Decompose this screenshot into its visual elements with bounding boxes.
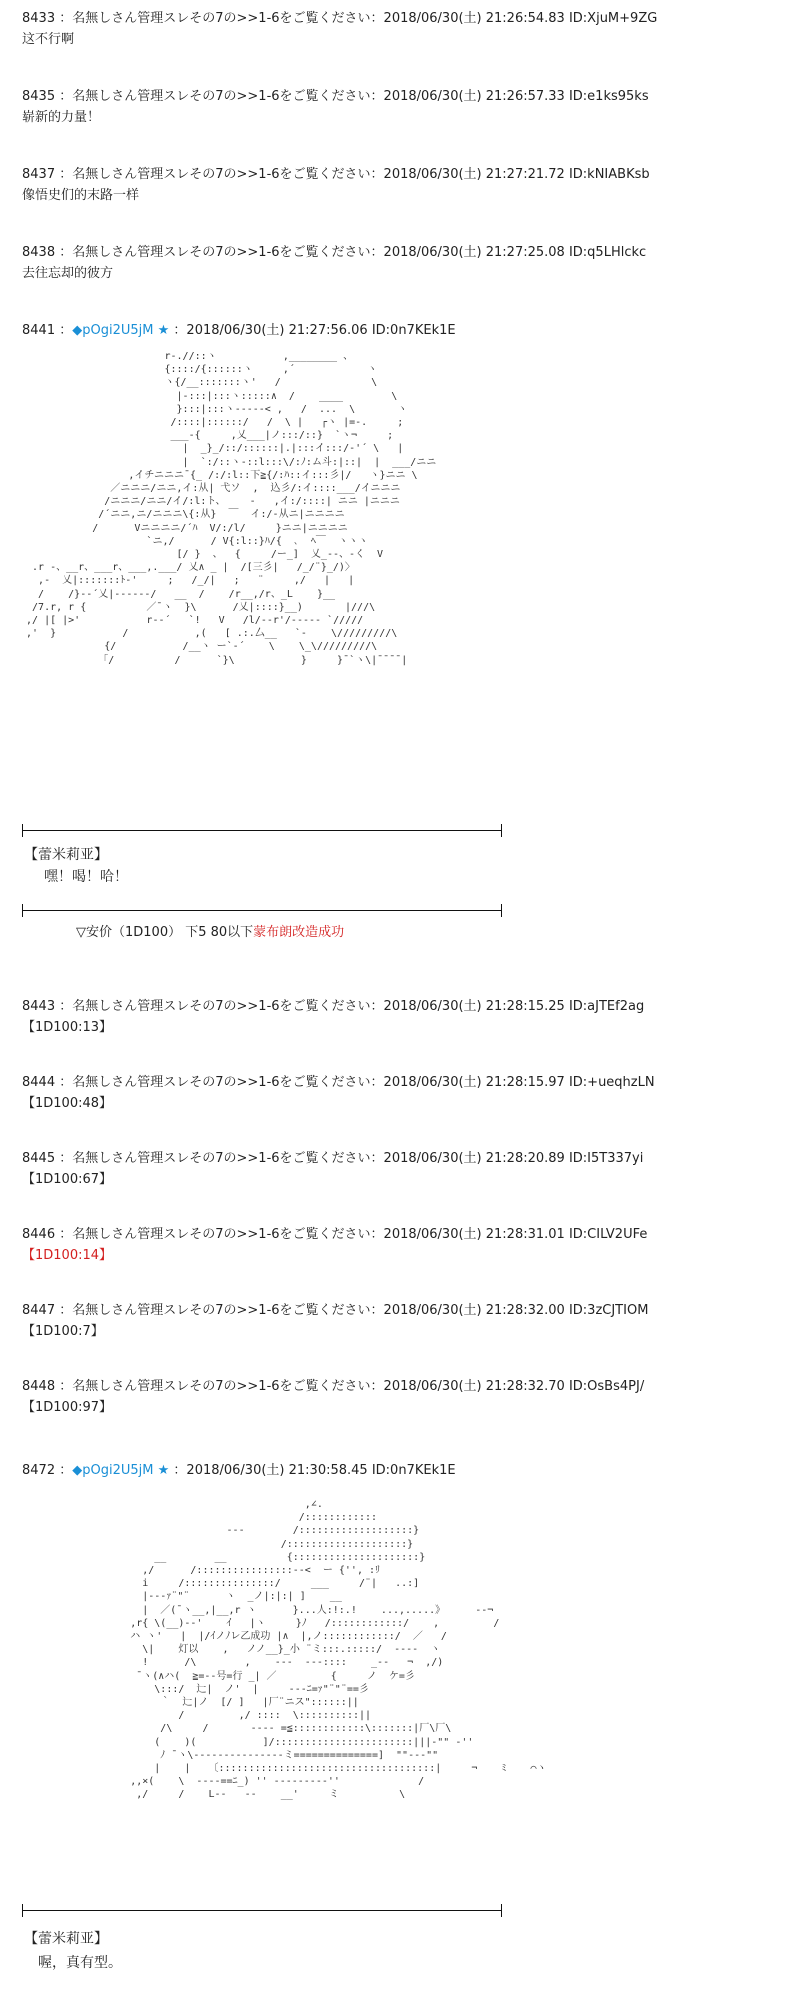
speaker-label: 【蕾米莉亚】 bbox=[24, 847, 108, 863]
post-date: ：2018/06/30(土) 21:30:58.45 bbox=[173, 1463, 368, 1478]
tripcode: pOgi2U5jM bbox=[82, 323, 154, 338]
separator: ： bbox=[59, 89, 73, 104]
post-date: ：2018/06/30(土) 21:27:25.08 bbox=[370, 245, 565, 260]
separator: ： bbox=[59, 167, 73, 182]
post-header bbox=[22, 88, 782, 106]
poster-id[interactable]: ID:e1ks95ks bbox=[568, 89, 649, 104]
post-header bbox=[22, 1226, 782, 1244]
post-header bbox=[22, 10, 782, 28]
post-date: ：2018/06/30(土) 21:26:54.83 bbox=[370, 11, 565, 26]
post-number[interactable]: 8437 bbox=[22, 167, 56, 182]
vote-highlight: 蒙布朗改造成功 bbox=[253, 925, 345, 940]
post-body: 去往忘却的彼方 bbox=[22, 266, 114, 281]
post-8444 bbox=[22, 1074, 782, 1113]
poster-id[interactable]: ID:I5T337yi bbox=[568, 1151, 644, 1166]
poster-name: 名無しさん管理スレその7の>>1-6をご覧ください bbox=[72, 89, 371, 104]
vote-line bbox=[76, 922, 344, 944]
separator: ： bbox=[59, 245, 73, 260]
post-number[interactable]: 8444 bbox=[22, 1075, 56, 1090]
post-date: ：2018/06/30(土) 21:26:57.33 bbox=[370, 89, 565, 104]
poster-name: 名無しさん管理スレその7の>>1-6をご覧ください bbox=[72, 167, 371, 182]
post-8447 bbox=[22, 1302, 782, 1341]
ascii-art-figure: r-.//::ヽ ,________ 、 {::::/{::::::ヽ ,´ ヽ ヽ{/__:::::::ヽ' / \ |-:::|:::ヽ:::::∧ / ____ \ }:::|:::ヽ-----< , / ... \ ヽ /::::|::::::/ / \ | ┌ヽ |=-. ; ___-{ ,乂___|ノ:::/::} `ヽ¬ ; | _}_/::/::::::|.|:::イ:::/-'´ \ | | `:/::ヽ-::l:::\/:ﾉ:ム斗:|::| | ___/ニニ ,イチニニニ¯{_ /:/:l::下≧{/:ﾊ::イ:::彡|/ ヽ}ニニ \ ／ニニニ/ニニ,イ:从| 弋ソ , 込彡/:イ::::___/イニニニ /ニニニ/ニニ/イ/:l:ト、 - ,イ:/::::| ニニ |ニニニ /´ニニ,ニ/ニニニ\{:从} ￣ イ:/-从ニ|ニニニニ / Vニニニニ/´ﾊ V/:/l/ }ニニ|ニニニニ `ニ,/ / V{:l::}ﾊ/{ ､ ﾍ￣ ヽヽヽ [/ } 、 { /ー_] 乂_--、-く V .r -、__r、___r、___,.___/ 乂∧ _ | /[三彡| /_/¨}_/)〉 ,- 乂|:::::::ﾄ-' ; /_/| ; ¨ ,/ | | / /}--´乂|------/ __ / /r__,/r、_L }__ /7.r, r { ／¯ヽ }\ /乂|::::}__) |///\ ,/ |[ |>' r--´ `! V /l/--r'/----- `///// ,' } / ,( [ .:.厶__ `- \/////////\ {/ /__ヽ ー`-´ \ \_\/////////\ 「/ / `}\ } }¯`ヽ\|¯¯¯¯| bbox=[26, 351, 437, 666]
ascii-art-figure: ,∠. /:::::::::::: --- /:::::::::::::::::::} /::::::::::::::::::::} __ __ {:::::::::::::::::::::} ,/ /::::::::::::::::--< ー {'', :ﾘ i /:::::::::::::::/ ___ /¨| ..:] |---ｧ¨"¨ ヽ _ノ|:|:| ] __ | ／(¯ヽ__,|__,r ヽ }...人:!:.! ...,.....》 --¬ ,r{ \(__)--' ｲ |ヽ }ﾉ /::::::::::::/ , / ハ ヽ' | |/ｲノﾉレ乙成功 |∧ |,ノ::::::::::::/ ／ / \| 灯以 , ノノ__}_小 ¨ミ:::.:::::/ ---- ヽ ! /\ , --- ---:::: _-- ¬ ,/) ¯ヽ(∧ハ( ≧=--号=行 _| ／ { ノ ケ=彡 \:::/ 辷| ノ' | ---ﾆ=ｧ"¨"¨==彡 ｀ 辷|ノ [/ ] |厂¨ニス"::::::|| / ,/ :::: \::::::::::|| /\ / ---- =≦::::::::::::\:::::::|厂\厂\ ( )( ]/:::::::::::::::::::::::|||-"" -'' ﾉ ¯ヽ\---------------ミ==============] ""---"" | | 〔::::::::::::::::::::::::::::::::::::| ¬ ﾐ ⌒ヽ ,,×( \ ----==ﾆ_) '' ---------'' / ,/ / L-- -- __' ミ \ bbox=[130, 1499, 547, 1801]
star-icon: ★ bbox=[157, 323, 170, 338]
poster-id[interactable]: ID:kNIABKsb bbox=[568, 167, 650, 182]
post-date: ：2018/06/30(土) 21:28:32.00 bbox=[370, 1303, 565, 1318]
poster-id[interactable]: ID:XjuM+9ZG bbox=[568, 11, 658, 26]
separator: ： bbox=[59, 999, 73, 1014]
separator: ： bbox=[59, 1151, 73, 1166]
separator: ： bbox=[59, 1075, 73, 1090]
speaker-line: 嘿！喝！哈！ bbox=[44, 869, 128, 885]
post-date: ：2018/06/30(土) 21:28:15.97 bbox=[370, 1075, 565, 1090]
poster-name: 名無しさん管理スレその7の>>1-6をご覧ください bbox=[72, 11, 371, 26]
divider-tick bbox=[501, 1904, 502, 1917]
post-date: ：2018/06/30(土) 21:27:21.72 bbox=[370, 167, 565, 182]
poster-id[interactable]: ID:0n7KEk1E bbox=[371, 323, 456, 338]
post-number[interactable]: 8441 bbox=[22, 323, 56, 338]
post-date: ：2018/06/30(土) 21:27:56.06 bbox=[173, 323, 368, 338]
poster-id[interactable]: ID:OsBs4PJ/ bbox=[568, 1379, 645, 1394]
post-8441 bbox=[22, 322, 782, 340]
post-header bbox=[22, 998, 782, 1016]
poster-id[interactable]: ID:CILV2UFe bbox=[568, 1227, 648, 1242]
post-header bbox=[22, 322, 782, 340]
post-header bbox=[22, 244, 782, 262]
dice-result-highlight: 【1D100:14】 bbox=[22, 1248, 113, 1263]
poster-id[interactable]: ID:0n7KEk1E bbox=[371, 1463, 456, 1478]
divider-tick bbox=[501, 904, 502, 917]
poster-name: 名無しさん管理スレその7の>>1-6をご覧ください bbox=[72, 245, 371, 260]
post-8438 bbox=[22, 244, 782, 283]
poster-id[interactable]: ID:3zCJTIOM bbox=[568, 1303, 649, 1318]
divider-line bbox=[22, 1910, 502, 1911]
separator: ： bbox=[59, 1227, 73, 1242]
trip-diamond-icon: ◆ bbox=[72, 323, 83, 338]
post-header bbox=[22, 166, 782, 184]
post-8445 bbox=[22, 1150, 782, 1189]
post-body: 崭新的力量！ bbox=[22, 110, 101, 125]
poster-name: 名無しさん管理スレその7の>>1-6をご覧ください bbox=[72, 999, 371, 1014]
post-number[interactable]: 8448 bbox=[22, 1379, 56, 1394]
post-number[interactable]: 8446 bbox=[22, 1227, 56, 1242]
post-8472 bbox=[22, 1462, 782, 1480]
post-body: 这不行啊 bbox=[22, 32, 75, 47]
dice-result: 【1D100:13】 bbox=[22, 1020, 113, 1035]
post-header bbox=[22, 1150, 782, 1168]
dice-result: 【1D100:7】 bbox=[22, 1324, 104, 1339]
post-8448 bbox=[22, 1378, 782, 1417]
divider-tick bbox=[22, 1904, 23, 1917]
poster-id[interactable]: ID:q5LHlckc bbox=[568, 245, 647, 260]
poster-name: 名無しさん管理スレその7の>>1-6をご覧ください bbox=[72, 1151, 371, 1166]
separator: ： bbox=[59, 323, 73, 338]
poster-name: 名無しさん管理スレその7の>>1-6をご覧ください bbox=[72, 1379, 371, 1394]
divider-tick bbox=[22, 904, 23, 917]
post-8437 bbox=[22, 166, 782, 205]
poster-name: 名無しさん管理スレその7の>>1-6をご覧ください bbox=[72, 1227, 371, 1242]
separator: ： bbox=[59, 1303, 73, 1318]
post-header bbox=[22, 1302, 782, 1320]
divider-line bbox=[22, 830, 502, 831]
post-header bbox=[22, 1074, 782, 1092]
post-number[interactable]: 8445 bbox=[22, 1151, 56, 1166]
post-header bbox=[22, 1378, 782, 1396]
post-number[interactable]: 8435 bbox=[22, 89, 56, 104]
tripcode: pOgi2U5jM bbox=[82, 1463, 154, 1478]
post-number[interactable]: 8438 bbox=[22, 245, 56, 260]
vote-prefix: ▽安价（1D100） 下5 80以下 bbox=[76, 925, 254, 940]
post-number[interactable]: 8433 bbox=[22, 11, 56, 26]
post-number[interactable]: 8472 bbox=[22, 1463, 56, 1478]
post-number[interactable]: 8447 bbox=[22, 1303, 56, 1318]
post-date: ：2018/06/30(土) 21:28:31.01 bbox=[370, 1227, 565, 1242]
trip-diamond-icon: ◆ bbox=[72, 1463, 83, 1478]
separator: ： bbox=[59, 11, 73, 26]
dice-result: 【1D100:67】 bbox=[22, 1172, 113, 1187]
divider-tick bbox=[501, 824, 502, 837]
speaker-label: 【蕾米莉亚】 bbox=[24, 1931, 108, 1947]
poster-id[interactable]: ID:+ueqhzLN bbox=[568, 1075, 655, 1090]
post-date: ：2018/06/30(土) 21:28:20.89 bbox=[370, 1151, 565, 1166]
post-8435 bbox=[22, 88, 782, 127]
post-number[interactable]: 8443 bbox=[22, 999, 56, 1014]
post-body: 像悟史们的末路一样 bbox=[22, 188, 140, 203]
post-8433 bbox=[22, 10, 782, 49]
dice-result: 【1D100:97】 bbox=[22, 1400, 113, 1415]
speaker-line: 喔，真有型。 bbox=[38, 1955, 122, 1971]
post-header bbox=[22, 1462, 782, 1480]
post-8446 bbox=[22, 1226, 782, 1265]
post-8443 bbox=[22, 998, 782, 1037]
divider-tick bbox=[22, 824, 23, 837]
divider-line bbox=[22, 910, 502, 911]
poster-name: 名無しさん管理スレその7の>>1-6をご覧ください bbox=[72, 1303, 371, 1318]
post-date: ：2018/06/30(土) 21:28:15.25 bbox=[370, 999, 565, 1014]
separator: ： bbox=[59, 1463, 73, 1478]
poster-id[interactable]: ID:aJTEf2ag bbox=[568, 999, 645, 1014]
star-icon: ★ bbox=[157, 1463, 170, 1478]
separator: ： bbox=[59, 1379, 73, 1394]
post-date: ：2018/06/30(土) 21:28:32.70 bbox=[370, 1379, 565, 1394]
poster-name: 名無しさん管理スレその7の>>1-6をご覧ください bbox=[72, 1075, 371, 1090]
dice-result: 【1D100:48】 bbox=[22, 1096, 113, 1111]
